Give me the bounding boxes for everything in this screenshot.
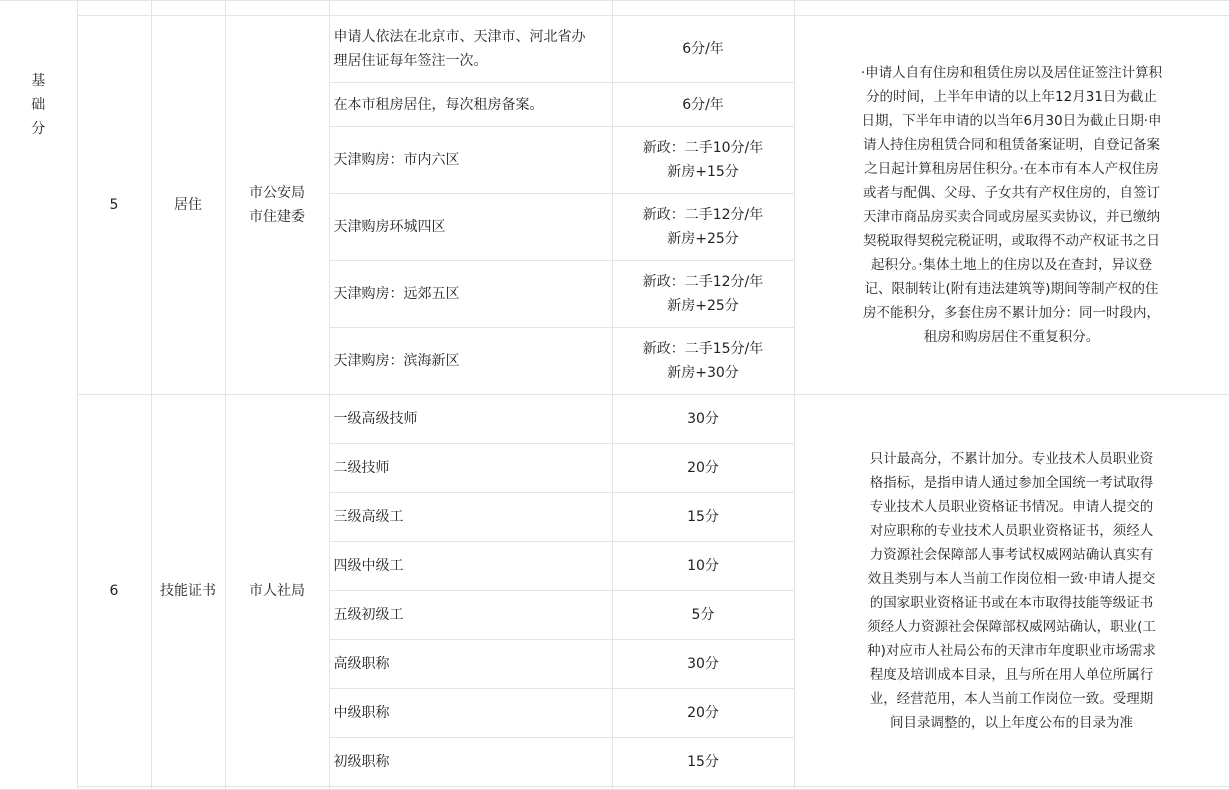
score-cell: 30分 bbox=[612, 395, 794, 444]
group-note: 只计最高分，不累计加分。专业技术人员职业资格指标，是指申请人通过参加全国统一考试取得专业技术人员职业资格证书情况。申请人提交的对应职称的专业技术人员职业资格证书，须经人力资源社会保障部人事考试权威网站确认真实有效且类别与本人当前工作岗位相一致·申请人提交的国家职业资格证书或在本市取得技能等级证书须经人力资源社会保障部权威网站确认，职业(工种)对应市人社局公布的天津市年度职业市场需求程度及培训成本目录，且与所在用人单位所属行业，经营范用，本人当前工作岗位一致。受理期间目录调整的，以上年度公布的目录为准 bbox=[794, 395, 1229, 787]
score-cell: 15分 bbox=[612, 738, 794, 787]
condition-cell: 二级技师 bbox=[329, 444, 612, 493]
table-bottom-strip bbox=[0, 787, 1229, 790]
score-cell: 15分 bbox=[612, 493, 794, 542]
condition-cell: 五级初级工 bbox=[329, 591, 612, 640]
score-cell: 10分 bbox=[612, 542, 794, 591]
score-line: 新房+15分 bbox=[667, 164, 739, 180]
score-cell: 30分 bbox=[612, 640, 794, 689]
score-cell: 5分 bbox=[612, 591, 794, 640]
score-cell: 20分 bbox=[612, 444, 794, 493]
group-department: 市人社局 bbox=[225, 395, 329, 787]
score-cell bbox=[612, 261, 794, 328]
score-cell: 6分/年 bbox=[612, 83, 794, 127]
score-line: 新房+25分 bbox=[667, 298, 739, 314]
score-line: 新政：二手12分/年 bbox=[642, 207, 764, 223]
condition-cell: 天津购房：市内六区 bbox=[329, 127, 612, 194]
category-char: 础 bbox=[31, 97, 46, 113]
score-cell bbox=[612, 328, 794, 395]
score-line: 新房+25分 bbox=[667, 231, 739, 247]
condition-cell: 申请人依法在北京市、天津市、河北省办理居住证每年签注一次。 bbox=[329, 16, 612, 83]
score-line: 新政：二手15分/年 bbox=[642, 341, 764, 357]
condition-cell: 中级职称 bbox=[329, 689, 612, 738]
table-row bbox=[0, 16, 1229, 83]
group-number: 6 bbox=[77, 395, 151, 787]
condition-cell: 在本市租房居住，每次租房备案。 bbox=[329, 83, 612, 127]
category-char: 基 bbox=[31, 73, 46, 89]
condition-cell: 天津购房：滨海新区 bbox=[329, 328, 612, 395]
score-cell bbox=[612, 127, 794, 194]
group-item: 居住 bbox=[151, 16, 225, 395]
department-line: 市住建委 bbox=[249, 209, 305, 225]
table-row bbox=[0, 395, 1229, 444]
score-line: 新房+30分 bbox=[667, 365, 739, 381]
category-cell bbox=[0, 1, 77, 790]
group-number: 5 bbox=[77, 16, 151, 395]
condition-cell: 天津购房环城四区 bbox=[329, 194, 612, 261]
group-item: 技能证书 bbox=[151, 395, 225, 787]
score-cell: 20分 bbox=[612, 689, 794, 738]
condition-cell: 初级职称 bbox=[329, 738, 612, 787]
condition-cell: 四级中级工 bbox=[329, 542, 612, 591]
score-cell: 6分/年 bbox=[612, 16, 794, 83]
condition-cell: 三级高级工 bbox=[329, 493, 612, 542]
category-char: 分 bbox=[31, 121, 46, 137]
condition-cell: 天津购房：远郊五区 bbox=[329, 261, 612, 328]
condition-cell: 高级职称 bbox=[329, 640, 612, 689]
score-line: 新政：二手12分/年 bbox=[642, 274, 764, 290]
group-note: ·申请人自有住房和租赁住房以及居住证签注计算积分的时间，上半年申请的以上年12月31日为截止日期，下半年申请的以当年6月30日为截止日期·申请人持住房租赁合同和租赁备案证明，自登记备案之日起计算租房居住积分。·在本市有本人产权住房或者与配偶、父母、子女共有产权住房的，自签订天津市商品房买卖合同或房屋买卖协议，并已缴纳契税取得契税完税证明，或取得不动产权证书之日起积分。·集体土地上的住房以及在查封，异议登记、限制转让(附有违法建筑等)期间等制产权的住房不能积分，多套住房不累计加分：同一时段内，租房和购房居住不重复积分。 bbox=[794, 16, 1229, 395]
group-department bbox=[225, 16, 329, 395]
table-top-strip bbox=[0, 1, 1229, 16]
condition-cell: 一级高级技师 bbox=[329, 395, 612, 444]
score-line: 新政：二手10分/年 bbox=[642, 140, 764, 156]
score-cell bbox=[612, 194, 794, 261]
department-line: 市公安局 bbox=[249, 185, 305, 201]
